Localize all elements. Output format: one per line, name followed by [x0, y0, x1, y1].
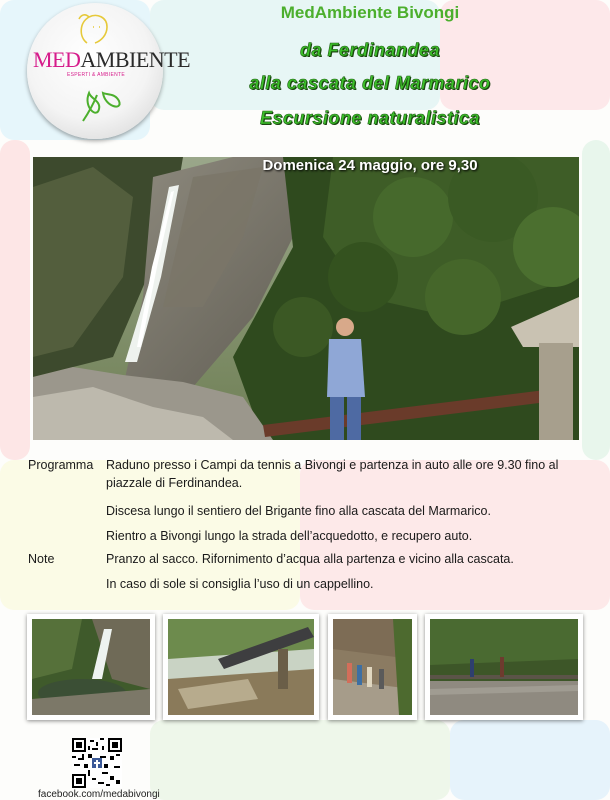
logo-tagline: ESPERTI & AMBIENTE [66, 72, 126, 78]
title-line-1: da Ferdinandea [299, 40, 441, 60]
note-line-2: In caso di sole si consiglia l’uso di un cappellino. [106, 577, 374, 591]
title-line-3: Escursione naturalistica [259, 108, 481, 128]
program-line-2: Discesa lungo il sentiero del Brigante fino alla cascata del Marmarico. [106, 504, 491, 518]
thumbnail-photo [163, 614, 319, 720]
waterfall-pool-image [32, 619, 150, 715]
bg-block [0, 140, 30, 460]
thumbnail-photo [328, 614, 417, 720]
hikers-trail-image [333, 619, 412, 715]
program-line-1: Raduno presso i Campi da tennis a Bivongi e partenza in auto alle ore 9.30 fino al piazzale di Ferdinandea. [106, 458, 559, 490]
main-photo [33, 157, 579, 440]
organization-name: MedAmbiente Bivongi [280, 3, 460, 22]
bridge-view-image [430, 619, 578, 715]
bg-block [582, 140, 610, 460]
note-line-1: Pranzo al sacco. Rifornimento d’acqua alla partenza e vicino alla cascata. [106, 552, 514, 566]
logo-wordmark: MEDAMBIENTE [33, 47, 191, 72]
qr-code-icon [72, 738, 122, 788]
facebook-link[interactable]: facebook.com/medabivongi [38, 789, 160, 800]
pipe-ruins-image [168, 619, 314, 715]
waterfall-landscape-image [33, 157, 579, 440]
medambiente-logo [27, 3, 191, 139]
bg-block [150, 720, 450, 800]
bg-block [450, 720, 610, 800]
program-label: Programma [28, 458, 94, 472]
title-line-2: alla cascata del Marmarico [249, 73, 491, 93]
note-label: Note [28, 552, 55, 566]
thumbnail-photo [27, 614, 155, 720]
event-date-caption: Domenica 24 maggio, ore 9,30 [262, 157, 478, 174]
thumbnail-photo [425, 614, 583, 720]
program-line-3: Rientro a Bivongi lungo la strada dell’acquedotto, e recupero auto. [106, 529, 473, 543]
